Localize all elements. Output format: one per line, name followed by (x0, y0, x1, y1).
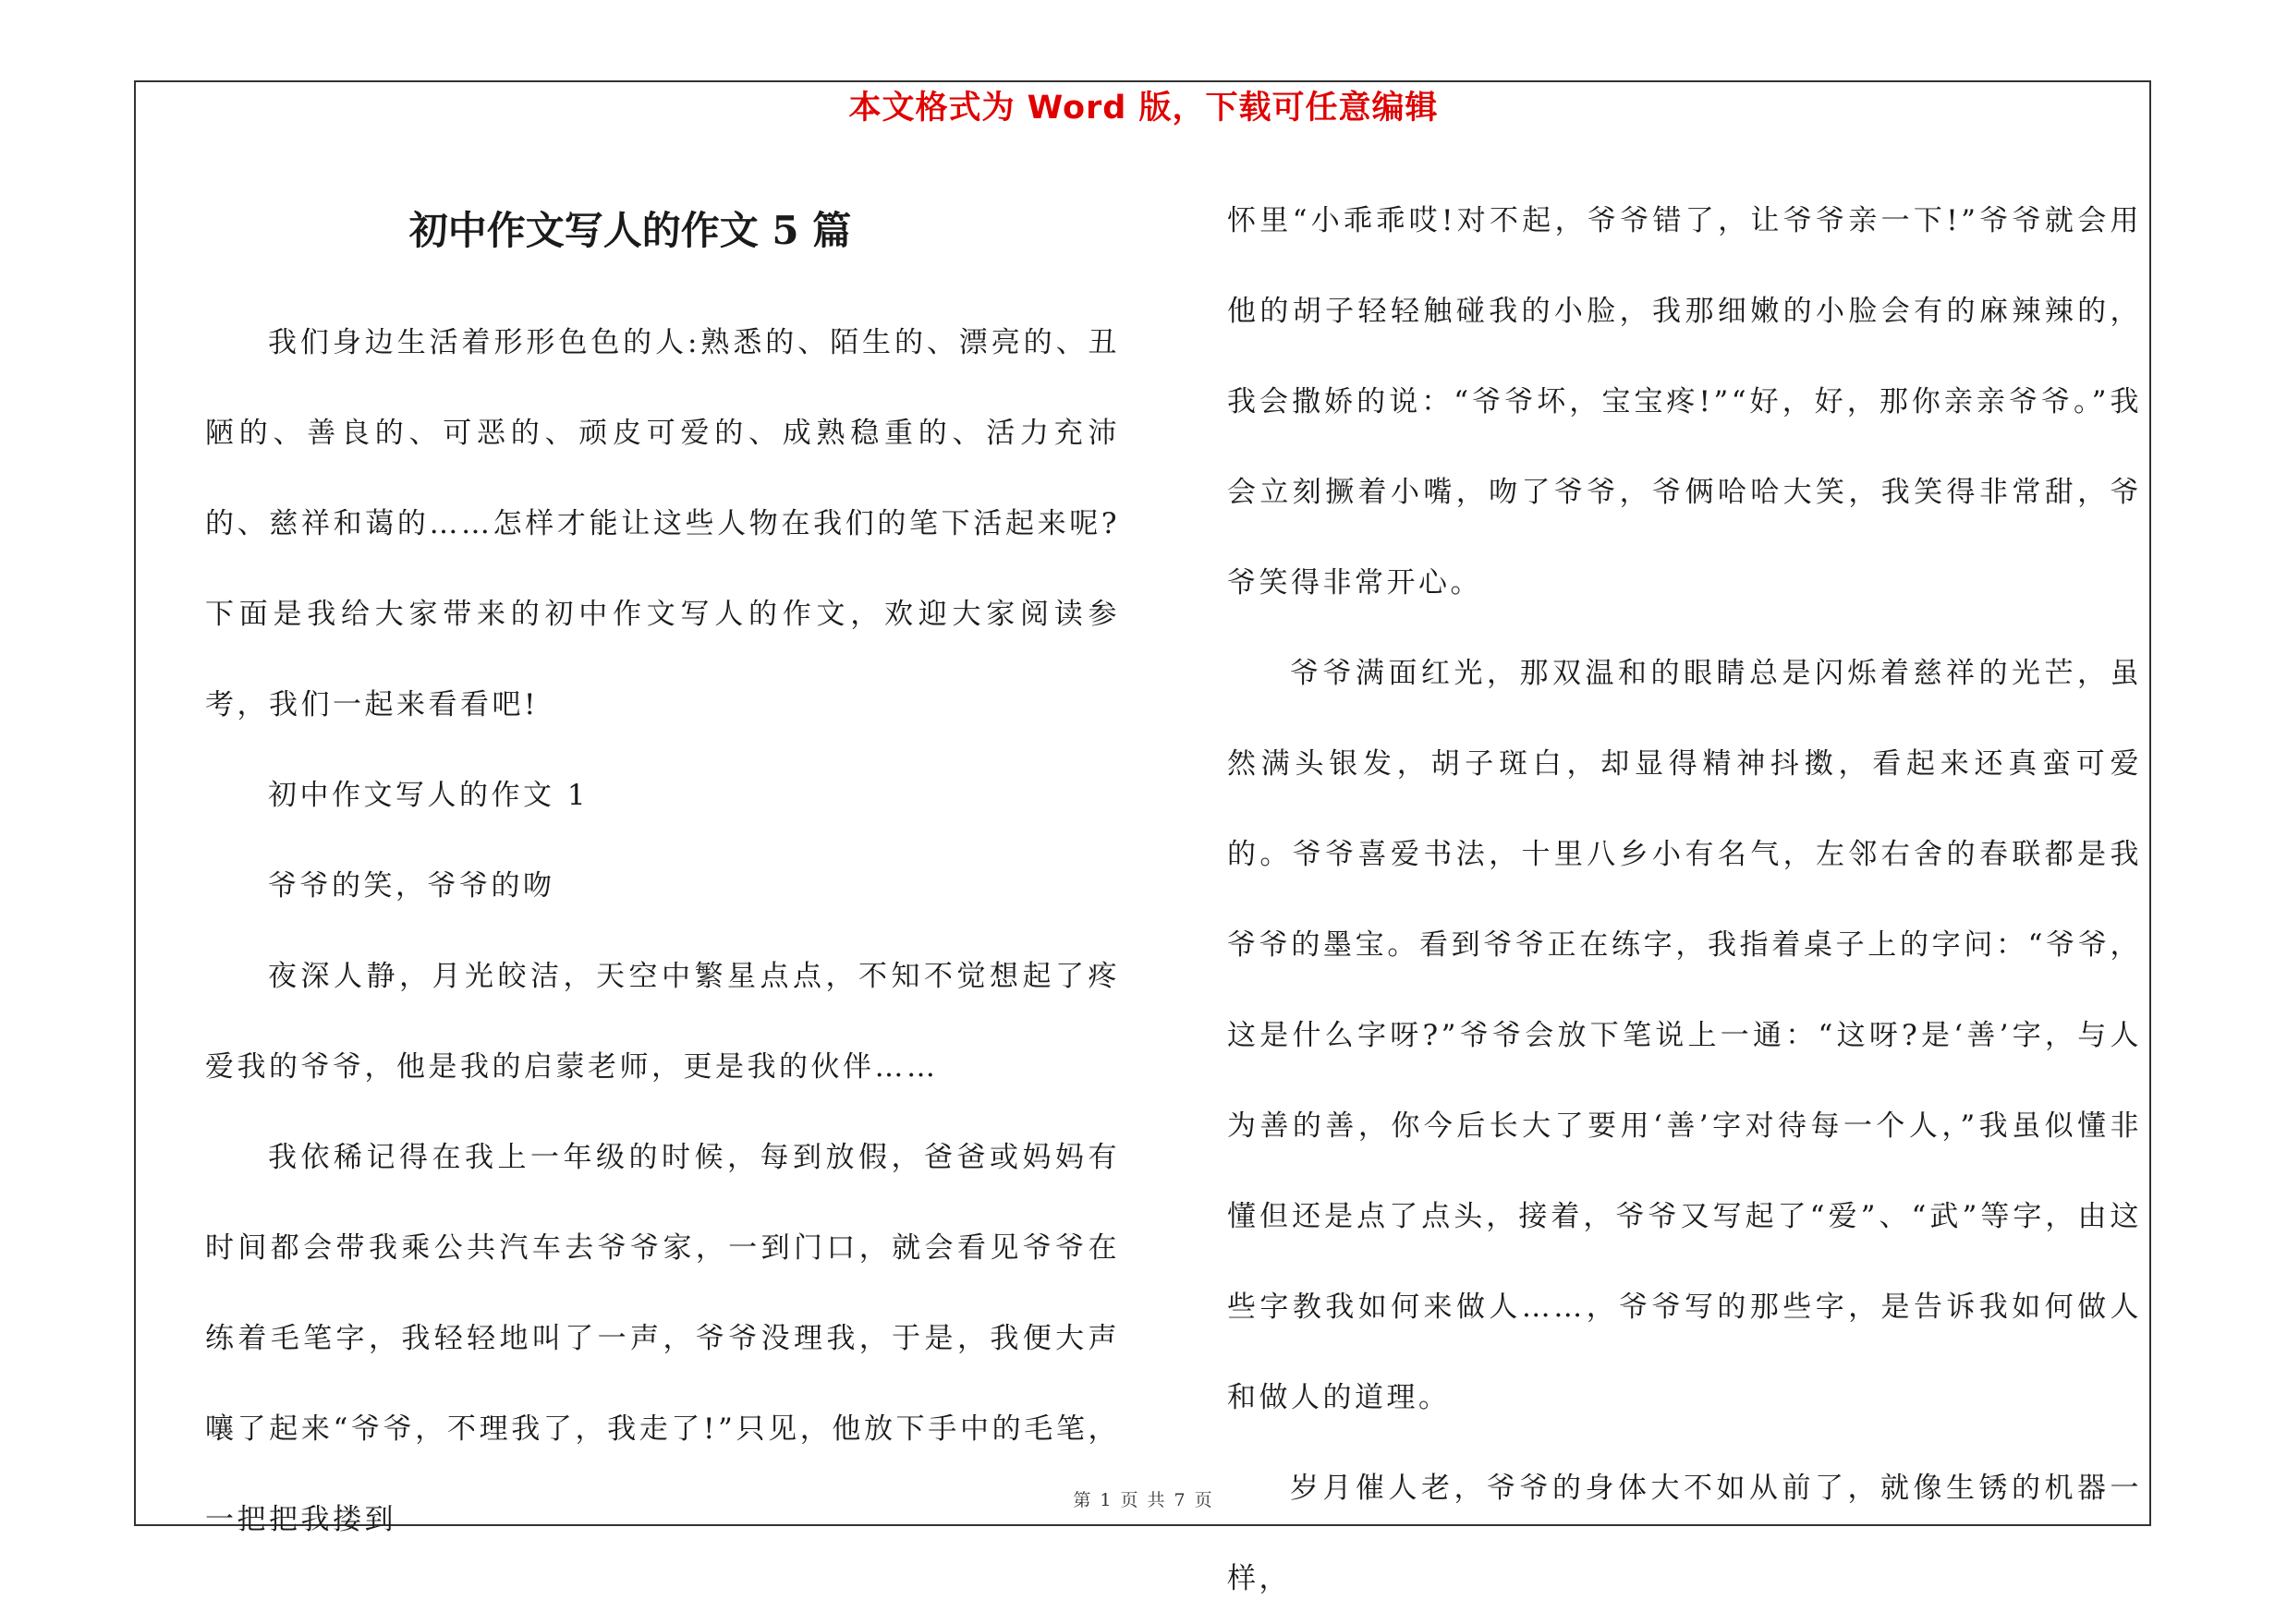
body-paragraph: 我依稀记得在我上一年级的时候，每到放假，爸爸或妈妈有时间都会带我乘公共汽车去爷爷家，一到门口，就会看见爷爷在练着毛笔字，我轻轻地叫了一声，爷爷没理我，于是，我便大声嚷了起来“爷爷，不理我了，我走了!”只见，他放下手中的毛笔，一把把我搂到 (205, 1141, 1120, 1536)
body-paragraph-continued: 怀里“小乖乖哎!对不起，爷爷错了，让爷爷亲一下!”爷爷就会用他的胡子轻轻触碰我的小脸，我那细嫩的小脸会有的麻辣辣的，我会撒娇的说：“爷爷坏，宝宝疼!”“好，好，那你亲亲爷爷。”我会立刻撅着小嘴，吻了爷爷，爷俩哈哈大笑，我笑得非常甜，爷爷笑得非常开心。 (1227, 204, 2142, 600)
right-column (1227, 176, 2142, 1624)
document-title: 初中作文写人的作文 5 篇 (408, 208, 852, 253)
body-paragraph: 夜深人静，月光皎洁，天空中繁星点点，不知不觉想起了疼爱我的爷爷，他是我的启蒙老师，更是我的伙伴…… (205, 960, 1120, 1084)
body-paragraph: 岁月催人老，爷爷的身体大不如从前了，就像生锈的机器一样， (1227, 1472, 2142, 1595)
page-number: 第 1 页 共 7 页 (1073, 1490, 1214, 1510)
essay-title: 爷爷的笑，爷爷的吻 (268, 869, 555, 903)
left-column (205, 176, 1120, 1565)
intro-paragraph: 我们身边生活着形形色色的人:熟悉的、陌生的、漂亮的、丑陋的、善良的、可恶的、顽皮可爱的、成熟稳重的、活力充沛的、慈祥和蔼的……怎样才能让这些人物在我们的笔下活起来呢?下面是我给大家带来的初中作文写人的作文，欢迎大家阅读参考，我们一起来看看吧! (205, 326, 1120, 721)
body-paragraph: 爷爷满面红光，那双温和的眼睛总是闪烁着慈祥的光芒，虽然满头银发，胡子斑白，却显得精神抖擞，看起来还真蛮可爱的。爷爷喜爱书法，十里八乡小有名气，左邻右舍的春联都是我爷爷的墨宝。看到爷爷正在练字，我指着桌子上的字问：“爷爷，这是什么字呀?”爷爷会放下笔说上一通：“这呀?是‘善’字，与人为善的善，你今后长大了要用‘善’字对待每一个人，”我虽似懂非懂但还是点了点头，接着，爷爷又写起了“爱”、“武”等字，由这些字教我如何来做人……，爷爷写的那些字，是告诉我如何做人和做人的道理。 (1227, 657, 2142, 1414)
section-heading: 初中作文写人的作文 1 (268, 779, 590, 812)
format-banner: 本文格式为 Word 版，下载可任意编辑 (848, 90, 1439, 127)
